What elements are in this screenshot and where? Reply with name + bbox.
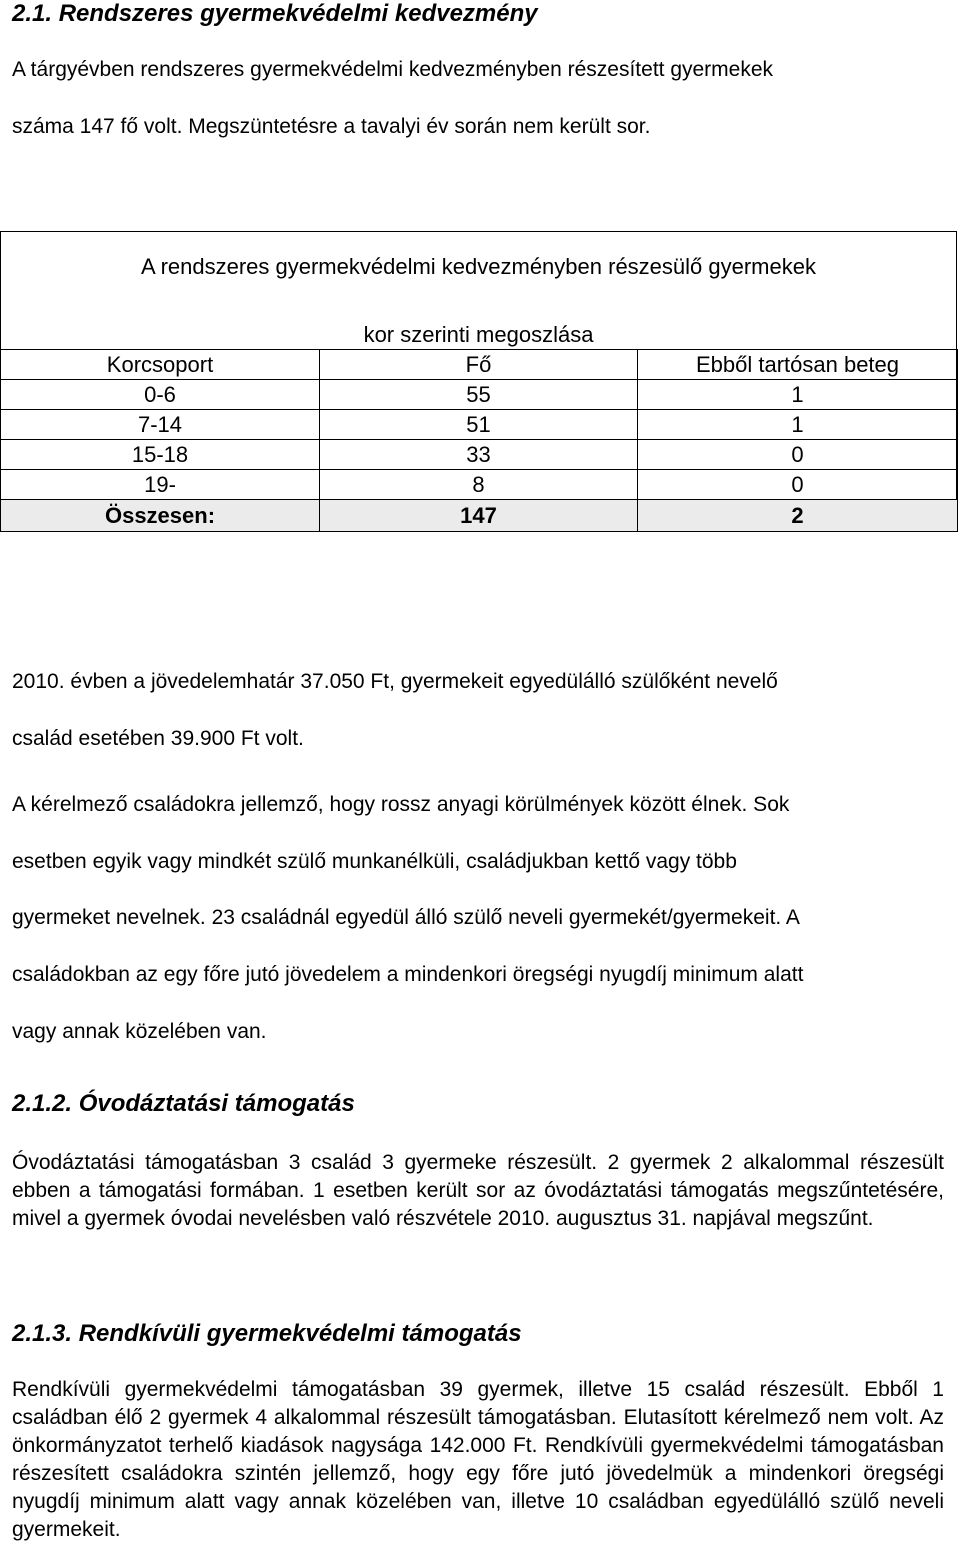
cell-age-group: 0-6 <box>1 380 320 410</box>
header-age-group: Korcsoport <box>1 350 320 380</box>
income-line-2: család esetében 39.900 Ft volt. <box>12 727 304 750</box>
table-header-row <box>1 350 958 380</box>
cell-count: 33 <box>320 440 638 470</box>
cell-chronically-ill: 0 <box>638 440 958 470</box>
cell-age-group: 19- <box>1 470 320 500</box>
table-total-row <box>1 500 958 532</box>
section-heading-2-1-3: 2.1.3. Rendkívüli gyermekvédelmi támogatás <box>12 1320 522 1347</box>
income-line-1: 2010. évben a jövedelemhatár 37.050 Ft, gyermekeit egyedülálló szülőként nevelő <box>12 670 778 693</box>
total-label: Összesen: <box>1 500 320 532</box>
header-count: Fő <box>320 350 638 380</box>
cell-chronically-ill: 1 <box>638 410 958 440</box>
age-distribution-table <box>0 349 958 532</box>
table-title-line-2: kor szerinti megoszlása <box>363 322 594 347</box>
intro-line-1: A tárgyévben rendszeres gyermekvédelmi kedvezményben részesített gyermekek <box>12 58 774 81</box>
cell-age-group: 7-14 <box>1 410 320 440</box>
cell-count: 8 <box>320 470 638 500</box>
total-chronically-ill: 2 <box>638 500 958 532</box>
section-heading-2-1: 2.1. Rendszeres gyermekvédelmi kedvezmény <box>12 0 538 27</box>
cell-age-group: 15-18 <box>1 440 320 470</box>
intro-line-2: száma 147 fő volt. Megszüntetésre a tavalyi év során nem került sor. <box>12 115 651 138</box>
families-line-4: családokban az egy főre jutó jövedelem a mindenkori öregségi nyugdíj minimum alatt <box>12 963 804 986</box>
table-title-line-1: A rendszeres gyermekvédelmi kedvezményben részesülő gyermekek <box>141 254 816 279</box>
table-row <box>1 410 958 440</box>
cell-chronically-ill: 0 <box>638 470 958 500</box>
table-row <box>1 380 958 410</box>
table-row <box>1 440 958 470</box>
cell-chronically-ill: 1 <box>638 380 958 410</box>
cell-count: 55 <box>320 380 638 410</box>
total-count: 147 <box>320 500 638 532</box>
header-chronically-ill: Ebből tartósan beteg <box>638 350 958 380</box>
section-heading-2-1-2: 2.1.2. Óvodáztatási támogatás <box>12 1090 355 1117</box>
families-line-1: A kérelmező családokra jellemző, hogy rossz anyagi körülmények között élnek. Sok <box>12 793 790 816</box>
kindergarten-support-paragraph: Óvodáztatási támogatásban 3 család 3 gyermeke részesült. 2 gyermek 2 alkalommal részesült ebben a támogatási formában. 1 esetben került sor az óvodáztatási támogatás megszűntetésére, mivel a gyermek óvodai nevelésben való részvétele 2010. augusztus 31. napjával megszűnt. <box>12 1151 944 1230</box>
extraordinary-support-paragraph: Rendkívüli gyermekvédelmi támogatásban 39 gyermek, illetve 15 család részesült. Ebből 1 családban élő 2 gyermek 4 alkalommal részesült támogatásban. Elutasított kérelmező nem volt. Az önkormányzatot terhelő kiadások nagysága 142.000 Ft. Rendkívüli gyermekvédelmi támogatásban részesített családokra szintén jellemző, hogy egy főre jutó jövedelmük a mindenkori öregségi nyugdíj minimum alatt vagy annak közelében van, illetve 10 családban egyedülálló szülő neveli gyermekeit. <box>12 1378 944 1541</box>
table-row <box>1 470 958 500</box>
families-line-5: vagy annak közelében van. <box>12 1020 267 1043</box>
cell-count: 51 <box>320 410 638 440</box>
families-line-3: gyermeket nevelnek. 23 családnál egyedül álló szülő neveli gyermekét/gyermekeit. A <box>12 906 800 929</box>
families-line-2: esetben egyik vagy mindkét szülő munkanélküli, családjukban kettő vagy több <box>12 850 737 873</box>
